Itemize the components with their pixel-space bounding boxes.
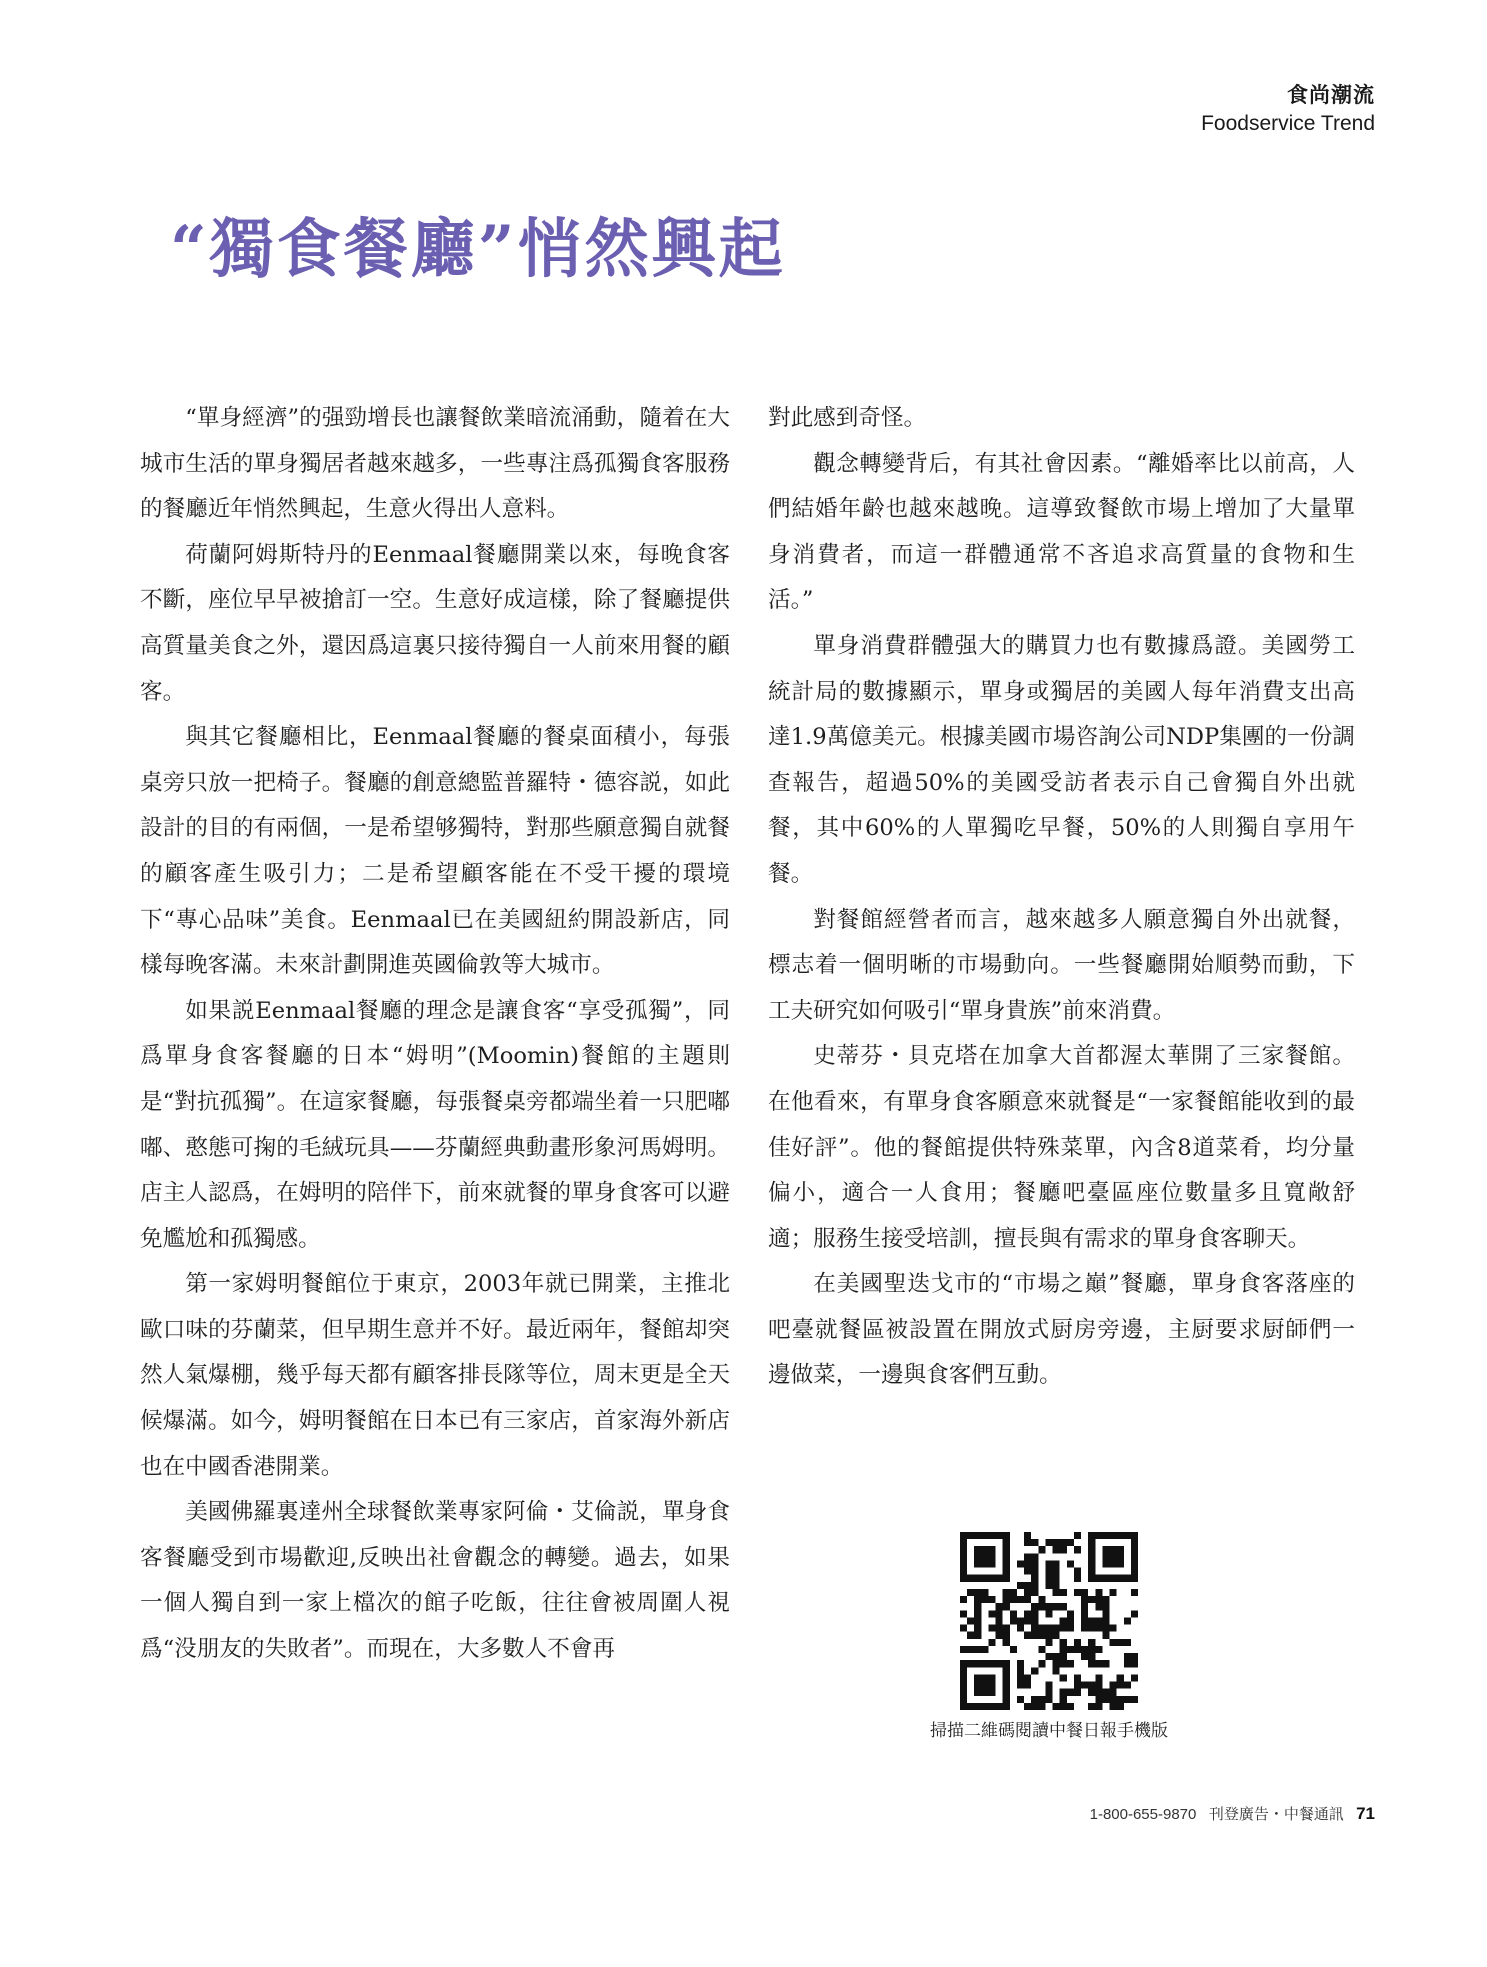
- paragraph: 單身消費群體强大的購買力也有數據爲證。美國勞工統計局的數據顯示，單身或獨居的美國人每年消費支出高達1.9萬億美元。根據美國市場咨詢公司NDP集團的一份調查報告，超過50%的美國受訪者表示自己會獨自外出就餐，其中60%的人單獨吃早餐，50%的人則獨自享用午餐。: [768, 632, 1355, 887]
- qr-caption: 掃描二維碼閱讀中餐日報手機版: [930, 1721, 1168, 1741]
- paragraph: “單身經濟”的强勁增長也讓餐飲業暗流涌動，隨着在大城市生活的單身獨居者越來越多，一些專注爲孤獨食客服務的餐廳近年悄然興起，生意火得出人意料。: [140, 405, 730, 523]
- page-footer: [1090, 1802, 1375, 1827]
- paragraph: 第一家姆明餐館位于東京，2003年就已開業，主推北歐口味的芬蘭菜，但早期生意并不好。最近兩年，餐館却突然人氣爆棚，幾乎每天都有顧客排長隊等位，周末更是全天候爆滿。如今，姆明餐館在日本已有三家店，首家海外新店也在中國香港開業。: [140, 1271, 730, 1480]
- qr-code-icon[interactable]: [960, 1532, 1138, 1710]
- paragraph: 在美國聖迭戈市的“市場之巔”餐廳，單身食客落座的吧臺就餐區被設置在開放式厨房旁邊，主厨要求厨師們一邊做菜，一邊與食客們互動。: [768, 1271, 1355, 1389]
- footer-phone: 1-800-655-9870: [1089, 1806, 1197, 1823]
- section-title-zh: 食尚潮流: [1287, 83, 1375, 107]
- section-header: [1201, 80, 1375, 138]
- paragraph: 對餐館經營者而言，越來越多人願意獨自外出就餐，標志着一個明晰的市場動向。一些餐廳開始順勢而動，下工夫研究如何吸引“單身貴族”前來消費。: [768, 906, 1355, 1024]
- section-title-en: Foodservice Trend: [1201, 112, 1375, 135]
- paragraph: 史蒂芬・貝克塔在加拿大首都渥太華開了三家餐館。在他看來，有單身食客願意來就餐是“一家餐館能收到的最佳好評”。他的餐館提供特殊菜單，內含8道菜肴，均分量偏小，適合一人食用；餐廳吧臺區座位數量多且寬敞舒適；服務生接受培訓，擅長與有需求的單身食客聊天。: [768, 1043, 1355, 1252]
- paragraph: 觀念轉變背后，有其社會因素。“離婚率比以前高，人們結婚年齡也越來越晚。這導致餐飲市場上增加了大量單身消費者，而這一群體通常不吝追求高質量的食物和生活。”: [768, 450, 1355, 614]
- qr-code-graphic: [960, 1532, 1138, 1710]
- paragraph-continuation: 對此感到奇怪。: [768, 405, 927, 431]
- article-column-left: [140, 396, 730, 1673]
- paragraph: 美國佛羅裏達州全球餐飲業專家阿倫・艾倫説，單身食客餐廳受到市場歡迎,反映出社會觀念的轉變。過去，如果一個人獨自到一家上檔次的館子吃飯，往往會被周圍人視爲“没朋友的失敗者”。而現在，大多數人不會再: [140, 1499, 730, 1663]
- article-title: “獨食餐廳”悄然興起: [170, 212, 786, 287]
- paragraph: 與其它餐廳相比，Eenmaal餐廳的餐桌面積小，每張桌旁只放一把椅子。餐廳的創意總監普羅特・德容説，如此設計的目的有兩個，一是希望够獨特，對那些願意獨自就餐的顧客產生吸引力；二是希望顧客能在不受干擾的環境下“專心品味”美食。Eenmaal已在美國紐約開設新店，同樣每晚客滿。未來計劃開進英國倫敦等大城市。: [140, 724, 730, 979]
- footer-label: 刊登廣告・中餐通訊: [1208, 1805, 1344, 1823]
- paragraph: 荷蘭阿姆斯特丹的Eenmaal餐廳開業以來，每晚食客不斷，座位早早被搶訂一空。生意好成這樣，除了餐廳提供高質量美食之外，還因爲這裏只接待獨自一人前來用餐的顧客。: [140, 541, 730, 705]
- article-column-right: [768, 396, 1355, 1399]
- paragraph: 如果説Eenmaal餐廳的理念是讓食客“享受孤獨”，同爲單身食客餐廳的日本“姆明”(Moomin)餐館的主題則是“對抗孤獨”。在這家餐廳，每張餐桌旁都端坐着一只肥嘟嘟、憨態可掬的毛絨玩具——芬蘭經典動畫形象河馬姆明。店主人認爲，在姆明的陪伴下，前來就餐的單身食客可以避免尷尬和孤獨感。: [140, 997, 730, 1252]
- page-number: 71: [1356, 1804, 1375, 1823]
